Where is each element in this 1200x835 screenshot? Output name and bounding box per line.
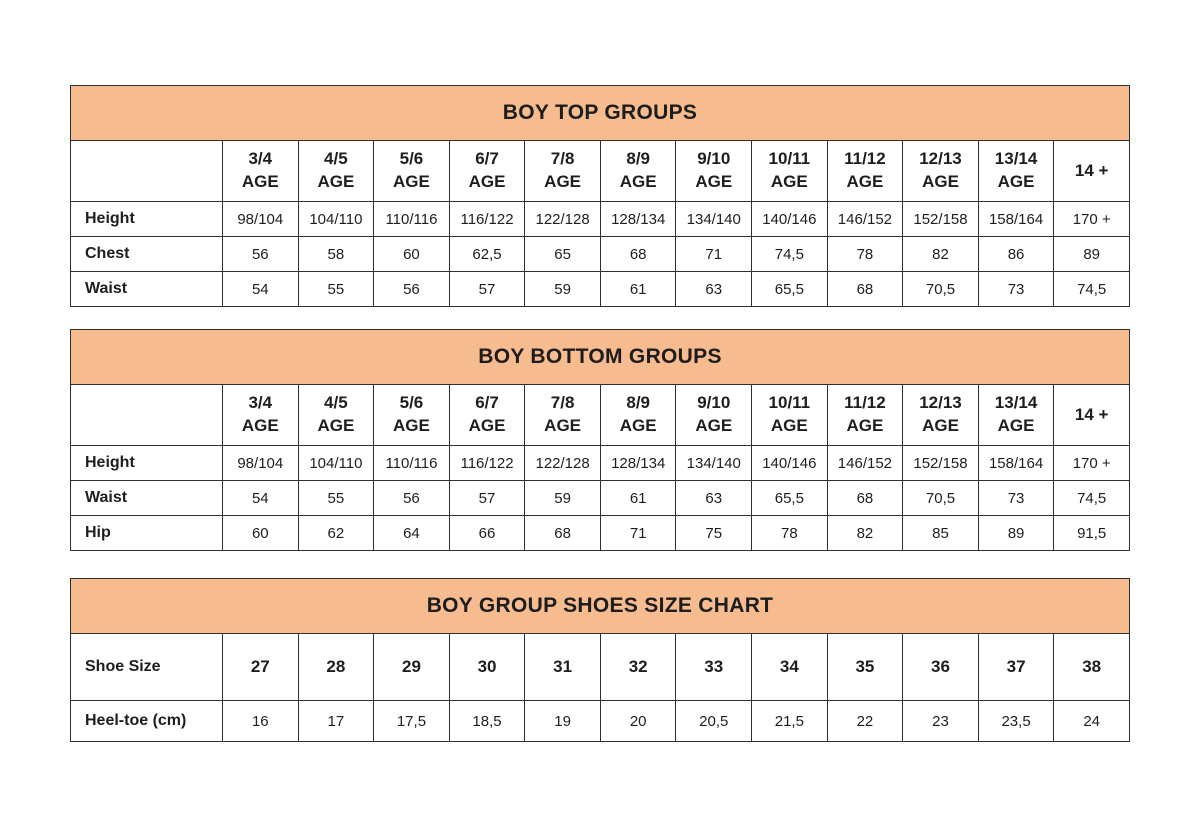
age-header-cell xyxy=(449,385,525,446)
value-cell: 116/122 xyxy=(449,202,525,237)
value-cell: 73 xyxy=(978,272,1054,307)
value-cell: 68 xyxy=(525,516,601,551)
corner-cell xyxy=(71,385,223,446)
value-cell: 70,5 xyxy=(903,272,979,307)
value-cell: 27 xyxy=(223,634,299,701)
value-cell: 128/134 xyxy=(600,202,676,237)
height-row xyxy=(71,202,1130,237)
age-label: 14 + xyxy=(1074,404,1109,424)
age-suffix: AGE xyxy=(241,172,279,191)
value-cell: 146/152 xyxy=(827,446,903,481)
value-cell: 28 xyxy=(298,634,374,701)
age-suffix: AGE xyxy=(317,416,355,435)
value-cell: 65,5 xyxy=(752,481,828,516)
age-header-cell xyxy=(223,141,299,202)
shoe-size-row xyxy=(71,634,1130,701)
row-label: Height xyxy=(71,202,223,237)
value-cell: 85 xyxy=(903,516,979,551)
value-cell: 71 xyxy=(676,237,752,272)
row-label: Waist xyxy=(71,481,223,516)
age-suffix: AGE xyxy=(468,172,506,191)
value-cell: 20 xyxy=(600,701,676,742)
value-cell: 36 xyxy=(903,634,979,701)
table-title: BOY BOTTOM GROUPS xyxy=(71,330,1130,385)
age-label: 6/7 xyxy=(475,149,499,169)
value-cell: 68 xyxy=(827,272,903,307)
height-row xyxy=(71,446,1130,481)
value-cell: 134/140 xyxy=(676,446,752,481)
age-label: 3/4 xyxy=(248,393,273,413)
age-header-cell xyxy=(449,141,525,202)
row-label: Waist xyxy=(71,272,223,307)
boy-top-groups-table xyxy=(70,85,1130,307)
value-cell: 158/164 xyxy=(978,202,1054,237)
value-cell: 35 xyxy=(827,634,903,701)
age-label: 11/12 xyxy=(844,149,886,169)
value-cell: 65,5 xyxy=(752,272,828,307)
age-header-cell xyxy=(374,385,450,446)
age-suffix: AGE xyxy=(393,416,430,435)
value-cell: 19 xyxy=(525,701,601,742)
age-suffix: AGE xyxy=(241,416,279,435)
value-cell: 89 xyxy=(1054,237,1130,272)
value-cell: 140/146 xyxy=(752,446,828,481)
age-label: 5/6 xyxy=(399,393,424,413)
value-cell: 62 xyxy=(298,516,374,551)
value-cell: 98/104 xyxy=(223,202,299,237)
row-label: Shoe Size xyxy=(71,634,223,701)
value-cell: 116/122 xyxy=(449,446,525,481)
value-cell: 78 xyxy=(752,516,828,551)
age-header-cell xyxy=(525,385,601,446)
row-label: Chest xyxy=(71,237,223,272)
table-title: BOY TOP GROUPS xyxy=(71,86,1130,141)
value-cell: 128/134 xyxy=(600,446,676,481)
value-cell: 170 + xyxy=(1054,202,1130,237)
age-suffix: AGE xyxy=(997,416,1035,435)
value-cell: 158/164 xyxy=(978,446,1054,481)
value-cell: 21,5 xyxy=(752,701,828,742)
value-cell: 65 xyxy=(525,237,601,272)
value-cell: 38 xyxy=(1054,634,1130,701)
age-label: 5/6 xyxy=(399,149,424,169)
value-cell: 63 xyxy=(676,272,752,307)
value-cell: 18,5 xyxy=(449,701,525,742)
age-label: 9/10 xyxy=(697,393,731,413)
age-header-cell xyxy=(600,385,676,446)
value-cell: 74,5 xyxy=(1054,481,1130,516)
value-cell: 32 xyxy=(600,634,676,701)
value-cell: 59 xyxy=(525,481,601,516)
value-cell: 62,5 xyxy=(449,237,525,272)
age-label: 10/11 xyxy=(768,149,811,169)
value-cell: 134/140 xyxy=(676,202,752,237)
value-cell: 22 xyxy=(827,701,903,742)
value-cell: 37 xyxy=(978,634,1054,701)
age-header-cell xyxy=(978,385,1054,446)
value-cell: 86 xyxy=(978,237,1054,272)
value-cell: 33 xyxy=(676,634,752,701)
value-cell: 74,5 xyxy=(752,237,828,272)
row-label: Hip xyxy=(71,516,223,551)
age-suffix: AGE xyxy=(619,416,657,435)
value-cell: 104/110 xyxy=(298,446,374,481)
value-cell: 91,5 xyxy=(1054,516,1130,551)
value-cell: 70,5 xyxy=(903,481,979,516)
value-cell: 29 xyxy=(374,634,450,701)
waist-row xyxy=(71,272,1130,307)
age-suffix: AGE xyxy=(922,416,959,435)
age-suffix: AGE xyxy=(544,416,582,435)
age-suffix: AGE xyxy=(544,172,582,191)
value-cell: 73 xyxy=(978,481,1054,516)
value-cell: 16 xyxy=(223,701,299,742)
age-label: 3/4 xyxy=(248,149,273,169)
value-cell: 146/152 xyxy=(827,202,903,237)
value-cell: 63 xyxy=(676,481,752,516)
value-cell: 17 xyxy=(298,701,374,742)
value-cell: 54 xyxy=(223,272,299,307)
age-header-cell xyxy=(903,385,979,446)
value-cell: 152/158 xyxy=(903,446,979,481)
age-suffix: AGE xyxy=(695,416,733,435)
age-suffix: AGE xyxy=(468,416,506,435)
value-cell: 57 xyxy=(449,481,525,516)
table-title-row xyxy=(71,330,1130,385)
age-label: 13/14 xyxy=(994,149,1038,169)
age-header-cell xyxy=(374,141,450,202)
heel-toe-row xyxy=(71,701,1130,742)
value-cell: 54 xyxy=(223,481,299,516)
value-cell: 170 + xyxy=(1054,446,1130,481)
row-label: Height xyxy=(71,446,223,481)
age-header-cell xyxy=(600,141,676,202)
waist-row xyxy=(71,481,1130,516)
value-cell: 56 xyxy=(223,237,299,272)
age-label: 14 + xyxy=(1074,160,1109,180)
age-header-cell xyxy=(903,141,979,202)
value-cell: 55 xyxy=(298,481,374,516)
value-cell: 122/128 xyxy=(525,446,601,481)
hip-row xyxy=(71,516,1130,551)
age-header-cell xyxy=(978,141,1054,202)
table-title: BOY GROUP SHOES SIZE CHART xyxy=(71,579,1130,634)
value-cell: 104/110 xyxy=(298,202,374,237)
value-cell: 17,5 xyxy=(374,701,450,742)
age-suffix: AGE xyxy=(619,172,657,191)
age-header-cell xyxy=(1054,141,1130,202)
corner-cell xyxy=(71,141,223,202)
age-header-cell xyxy=(676,141,752,202)
age-header-cell xyxy=(1054,385,1130,446)
value-cell: 64 xyxy=(374,516,450,551)
value-cell: 82 xyxy=(827,516,903,551)
age-header-cell xyxy=(525,141,601,202)
value-cell: 75 xyxy=(676,516,752,551)
age-label: 6/7 xyxy=(475,393,499,413)
age-suffix: AGE xyxy=(317,172,355,191)
age-suffix: AGE xyxy=(770,416,808,435)
age-label: 4/5 xyxy=(324,149,348,169)
chest-row xyxy=(71,237,1130,272)
age-suffix: AGE xyxy=(393,172,430,191)
age-header-cell xyxy=(827,141,903,202)
value-cell: 57 xyxy=(449,272,525,307)
value-cell: 152/158 xyxy=(903,202,979,237)
value-cell: 61 xyxy=(600,481,676,516)
age-label: 11/12 xyxy=(844,393,886,413)
age-label: 7/8 xyxy=(550,149,575,169)
value-cell: 60 xyxy=(374,237,450,272)
value-cell: 68 xyxy=(827,481,903,516)
value-cell: 61 xyxy=(600,272,676,307)
value-cell: 68 xyxy=(600,237,676,272)
value-cell: 58 xyxy=(298,237,374,272)
value-cell: 24 xyxy=(1054,701,1130,742)
age-label: 9/10 xyxy=(697,149,731,169)
age-label: 12/13 xyxy=(919,393,962,413)
value-cell: 140/146 xyxy=(752,202,828,237)
value-cell: 30 xyxy=(449,634,525,701)
value-cell: 60 xyxy=(223,516,299,551)
value-cell: 82 xyxy=(903,237,979,272)
value-cell: 66 xyxy=(449,516,525,551)
age-header-cell xyxy=(298,385,374,446)
age-suffix: AGE xyxy=(695,172,733,191)
value-cell: 23 xyxy=(903,701,979,742)
age-header-cell xyxy=(676,385,752,446)
row-label: Heel-toe (cm) xyxy=(71,701,223,742)
age-suffix: AGE xyxy=(770,172,808,191)
value-cell: 78 xyxy=(827,237,903,272)
age-suffix: AGE xyxy=(846,172,884,191)
value-cell: 20,5 xyxy=(676,701,752,742)
value-cell: 31 xyxy=(525,634,601,701)
age-suffix: AGE xyxy=(997,172,1035,191)
age-header-cell xyxy=(223,385,299,446)
value-cell: 56 xyxy=(374,272,450,307)
age-header-cell xyxy=(827,385,903,446)
age-suffix: AGE xyxy=(922,172,959,191)
value-cell: 110/116 xyxy=(374,202,450,237)
age-header-cell xyxy=(752,141,828,202)
value-cell: 74,5 xyxy=(1054,272,1130,307)
boy-bottom-groups-table xyxy=(70,329,1130,551)
age-suffix: AGE xyxy=(846,416,884,435)
value-cell: 89 xyxy=(978,516,1054,551)
age-label: 4/5 xyxy=(324,393,348,413)
age-header-cell xyxy=(298,141,374,202)
table-title-row xyxy=(71,86,1130,141)
value-cell: 110/116 xyxy=(374,446,450,481)
value-cell: 122/128 xyxy=(525,202,601,237)
age-label: 12/13 xyxy=(919,149,962,169)
value-cell: 71 xyxy=(600,516,676,551)
age-label: 10/11 xyxy=(768,393,811,413)
age-header-row xyxy=(71,141,1130,202)
age-label: 8/9 xyxy=(626,149,650,169)
boy-shoes-size-table xyxy=(70,578,1130,742)
age-label: 7/8 xyxy=(550,393,575,413)
value-cell: 59 xyxy=(525,272,601,307)
value-cell: 56 xyxy=(374,481,450,516)
age-label: 8/9 xyxy=(626,393,650,413)
table-title-row xyxy=(71,579,1130,634)
value-cell: 34 xyxy=(752,634,828,701)
age-header-row xyxy=(71,385,1130,446)
value-cell: 98/104 xyxy=(223,446,299,481)
age-label: 13/14 xyxy=(994,393,1038,413)
value-cell: 23,5 xyxy=(978,701,1054,742)
value-cell: 55 xyxy=(298,272,374,307)
age-header-cell xyxy=(752,385,828,446)
